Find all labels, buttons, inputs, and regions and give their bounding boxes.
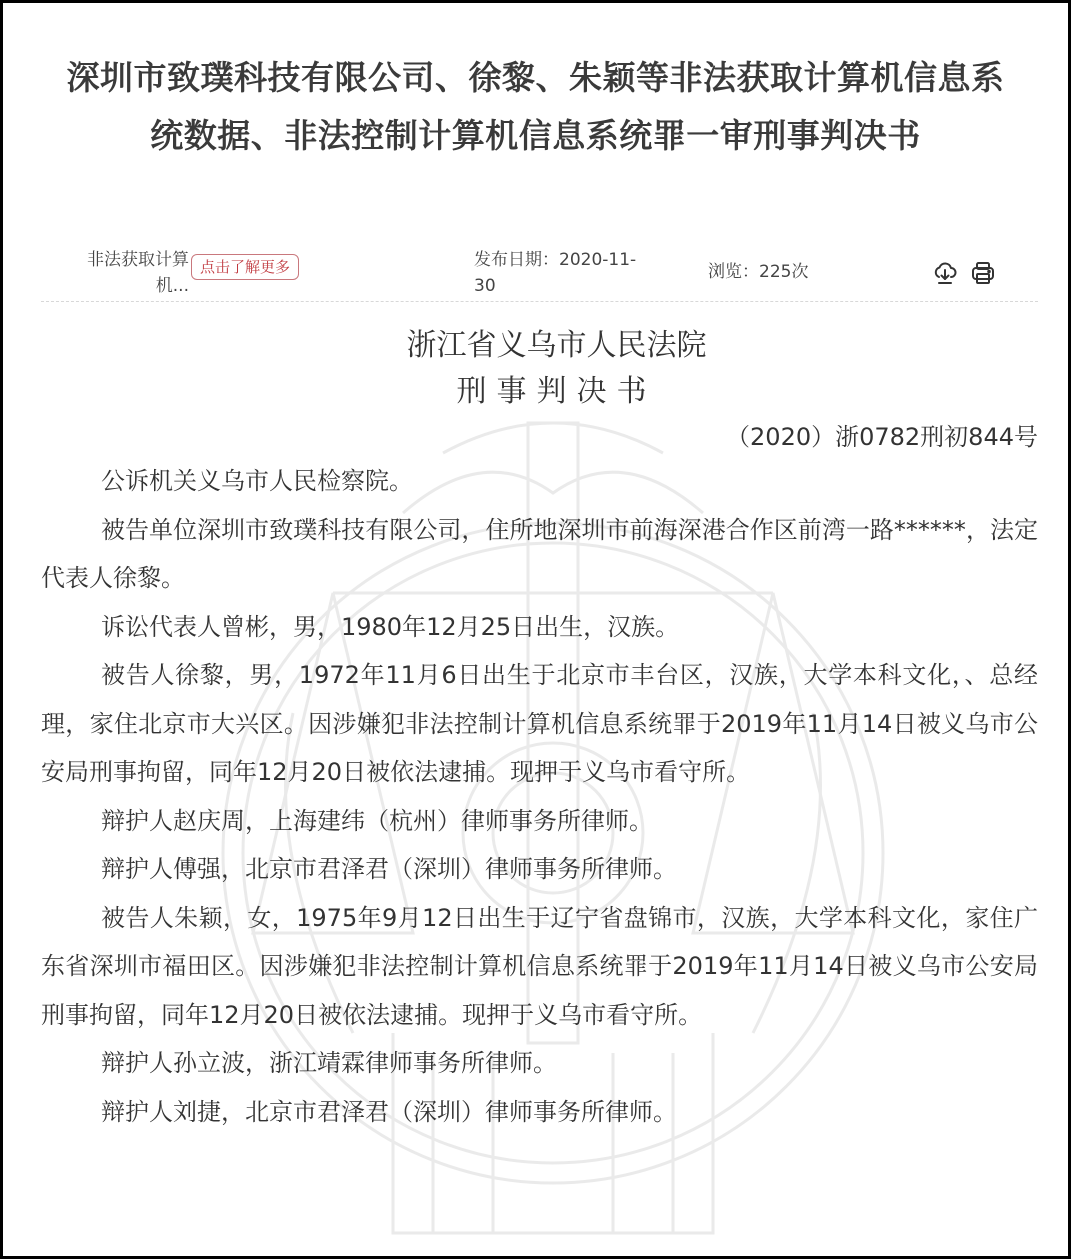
learn-more-button[interactable]: 点击了解更多 <box>191 254 299 280</box>
page-title <box>3 49 1068 165</box>
publish-date-line-2: 30 <box>474 276 496 296</box>
category-line-1: 非法获取计算 <box>87 250 189 270</box>
paragraph-litigation-rep: 诉讼代表人曾彬，男，1980年12月25日出生，汉族。 <box>101 612 680 641</box>
view-count: 浏览：225次 <box>708 262 809 282</box>
page <box>3 3 1068 1256</box>
download-cloud-icon[interactable] <box>931 259 959 287</box>
category-line-2: 机... <box>155 276 189 296</box>
paragraph-defendant-xu: 被告人徐黎，男，1972年11月6日出生于北京市丰台区，汉族，大学本科文化，、总经理，家住北京市大兴区。因涉嫌犯非法控制计算机信息系统罪于2019年11月14日被义乌市公安局刑事拘留，同年12月20日被依法逮捕。现押于义乌市看守所。 <box>41 661 1038 786</box>
paragraph-defender-liu: 辩护人刘捷，北京市君泽君（深圳）律师事务所律师。 <box>101 1097 677 1126</box>
publish-date <box>474 247 674 299</box>
document-type: 刑事判决书 <box>456 374 657 409</box>
paragraph-defender-fu: 辩护人傅强，北京市君泽君（深圳）律师事务所律师。 <box>101 855 677 883</box>
print-icon[interactable] <box>969 259 997 287</box>
meta-bar <box>41 243 1038 302</box>
page-title-line-2: 统数据、非法控制计算机信息系统罪一审刑事判决书 <box>150 116 921 155</box>
paragraph-defendant-unit: 被告单位深圳市致璞科技有限公司，住所地深圳市前海深港合作区前湾一路******，法定代表人徐黎。 <box>41 515 1038 592</box>
publish-date-line-1: 发布日期：2020-11- <box>474 250 637 270</box>
page-title-line-1: 深圳市致璞科技有限公司、徐黎、朱颖等非法获取计算机信息系 <box>66 58 1005 97</box>
paragraph-prosecutor: 公诉机关义乌市人民检察院。 <box>101 467 413 495</box>
court-name: 浙江省义乌市人民法院 <box>406 328 707 363</box>
category-link[interactable] <box>65 247 189 299</box>
paragraph-defender-zhao: 辩护人赵庆周，上海建纬（杭州）律师事务所律师。 <box>101 806 653 835</box>
case-number: （2020）浙0782刑初844号 <box>726 423 1038 451</box>
paragraph-defendant-zhu: 被告人朱颖，女，1975年9月12日出生于辽宁省盘锦市，汉族，大学本科文化，家住广东省深圳市福田区。因涉嫌犯非法控制计算机信息系统罪于2019年11月14日被义乌市公安局刑事拘留，同年12月20日被依法逮捕。现押于义乌市看守所。 <box>41 903 1038 1029</box>
paragraph-defender-sun: 辩护人孙立波，浙江靖霖律师事务所律师。 <box>101 1049 557 1077</box>
judgment-document <box>41 323 1038 1136</box>
